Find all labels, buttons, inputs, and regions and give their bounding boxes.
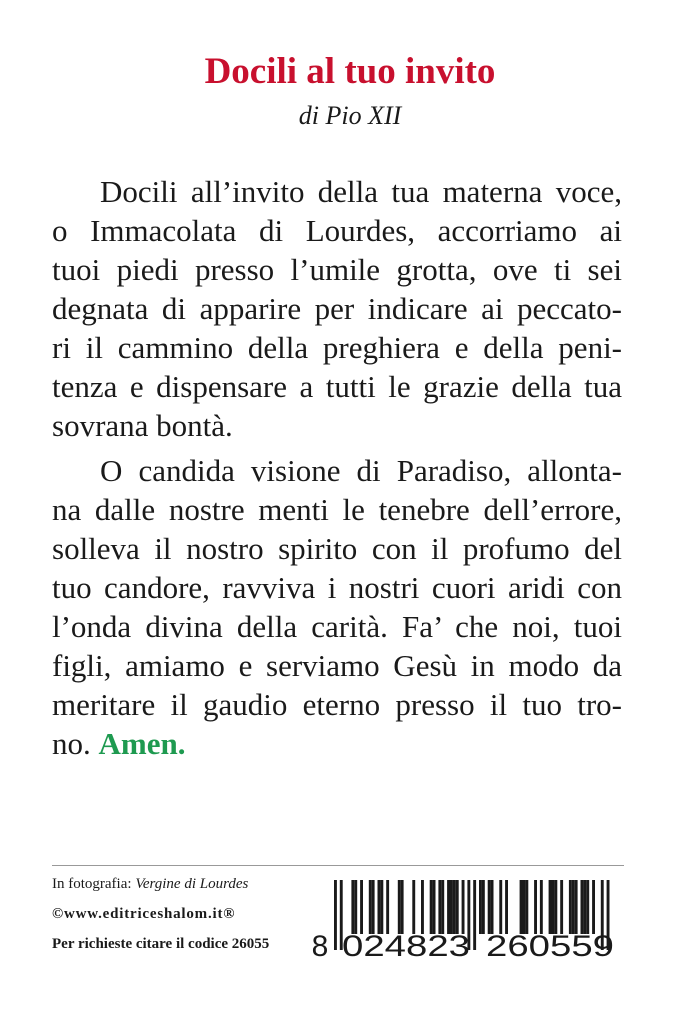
prayer-line: solleva il nostro spirito con il profumo del xyxy=(52,531,622,566)
barcode-bar xyxy=(412,880,415,934)
prayer-body xyxy=(52,172,622,763)
barcode-bar xyxy=(351,880,354,934)
photo-label: In fotografia: xyxy=(52,876,132,892)
barcode-bar xyxy=(575,880,578,934)
barcode-bar xyxy=(525,880,528,934)
barcode-bar xyxy=(592,880,595,934)
barcode-bar xyxy=(560,880,563,934)
footer-divider xyxy=(52,865,624,866)
barcode-bar xyxy=(488,880,491,934)
barcode-bar xyxy=(354,880,357,934)
barcode-first-digit: 8 xyxy=(311,930,329,960)
barcode-bar xyxy=(473,880,476,950)
barcode-bar xyxy=(441,880,444,934)
prayer-line: o Immacolata di Lourdes, accorriamo ai xyxy=(52,213,622,248)
prayer-line: na dalle nostre menti le tenebre dell’errore, xyxy=(52,492,622,527)
barcode-bar xyxy=(378,880,381,934)
barcode-bar xyxy=(499,880,502,934)
barcode-bar xyxy=(520,880,523,934)
barcode-left-digits: 024823 xyxy=(342,930,470,960)
barcode-bar xyxy=(586,880,589,934)
barcode-bar xyxy=(433,880,436,934)
prayer-line: meritare il gaudio eterno presso il tuo tro- xyxy=(52,687,622,722)
barcode-bar xyxy=(421,880,424,934)
prayer-line: O candida visione di Paradiso, allonta- xyxy=(100,453,622,488)
barcode-bar xyxy=(401,880,404,934)
barcode-bar xyxy=(447,880,450,934)
photo-credit xyxy=(52,876,248,893)
product-code-note: Per richieste citare il codice 26055 xyxy=(52,936,270,952)
amen-text: Amen. xyxy=(98,726,186,761)
prayer-line: figli, amiamo e serviamo Gesù in modo da xyxy=(52,648,622,683)
prayer-line: tuo candore, ravviva i nostri cuori aridi con xyxy=(52,570,622,605)
barcode-bar xyxy=(360,880,363,934)
prayer-line: Docili all’invito della tua materna voce, xyxy=(100,174,622,209)
barcode-bar xyxy=(369,880,372,934)
prayer-line: tenza e dispensare a tutti le grazie della tua xyxy=(52,369,622,404)
photo-title: Vergine di Lourdes xyxy=(135,876,249,892)
barcode-bar xyxy=(398,880,401,934)
prayer-title: Docili al tuo invito xyxy=(204,51,496,92)
publisher-website: ©www.editriceshalom.it® xyxy=(52,906,236,922)
barcode-bar xyxy=(453,880,456,934)
prayer-line: tuoi piedi presso l’umile grotta, ove ti sei xyxy=(52,252,622,287)
barcode-bar xyxy=(540,880,543,934)
barcode-bar xyxy=(554,880,557,934)
prayer-line-end: no. xyxy=(52,726,91,761)
prayer-author: di Pio XII xyxy=(298,101,402,130)
barcode-bar xyxy=(491,880,494,934)
prayer-line: degnata di apparire per indicare ai peccato- xyxy=(52,291,622,326)
barcode-right-digits: 260559 xyxy=(486,930,614,960)
barcode-bar xyxy=(482,880,485,934)
prayer-line: ri il cammino della preghiera e della peni- xyxy=(52,330,622,365)
barcode-bar xyxy=(505,880,508,934)
barcode-graphic xyxy=(310,878,630,960)
barcode-bar xyxy=(380,880,383,934)
barcode-bar xyxy=(456,880,459,934)
barcode-bar xyxy=(552,880,555,934)
barcode-bar xyxy=(523,880,526,934)
barcode-bar xyxy=(572,880,575,934)
prayer-line: sovrana bontà. xyxy=(52,408,233,443)
barcode-bar xyxy=(334,880,337,950)
barcode-bar xyxy=(581,880,584,934)
prayer-last-line xyxy=(52,724,622,763)
barcode-bar xyxy=(438,880,441,934)
barcode-bar xyxy=(534,880,537,934)
barcode-bar xyxy=(549,880,552,934)
barcode-bar xyxy=(430,880,433,934)
ean-barcode xyxy=(310,878,630,960)
barcode-bar xyxy=(583,880,586,934)
barcode-bar xyxy=(450,880,453,934)
barcode-bar xyxy=(479,880,482,934)
barcode-bar xyxy=(569,880,572,934)
prayer-line: l’onda divina della carità. Fa’ che noi, tuoi xyxy=(52,609,622,644)
barcode-bar xyxy=(386,880,389,934)
barcode-bar xyxy=(372,880,375,934)
barcode-bar xyxy=(462,880,465,934)
